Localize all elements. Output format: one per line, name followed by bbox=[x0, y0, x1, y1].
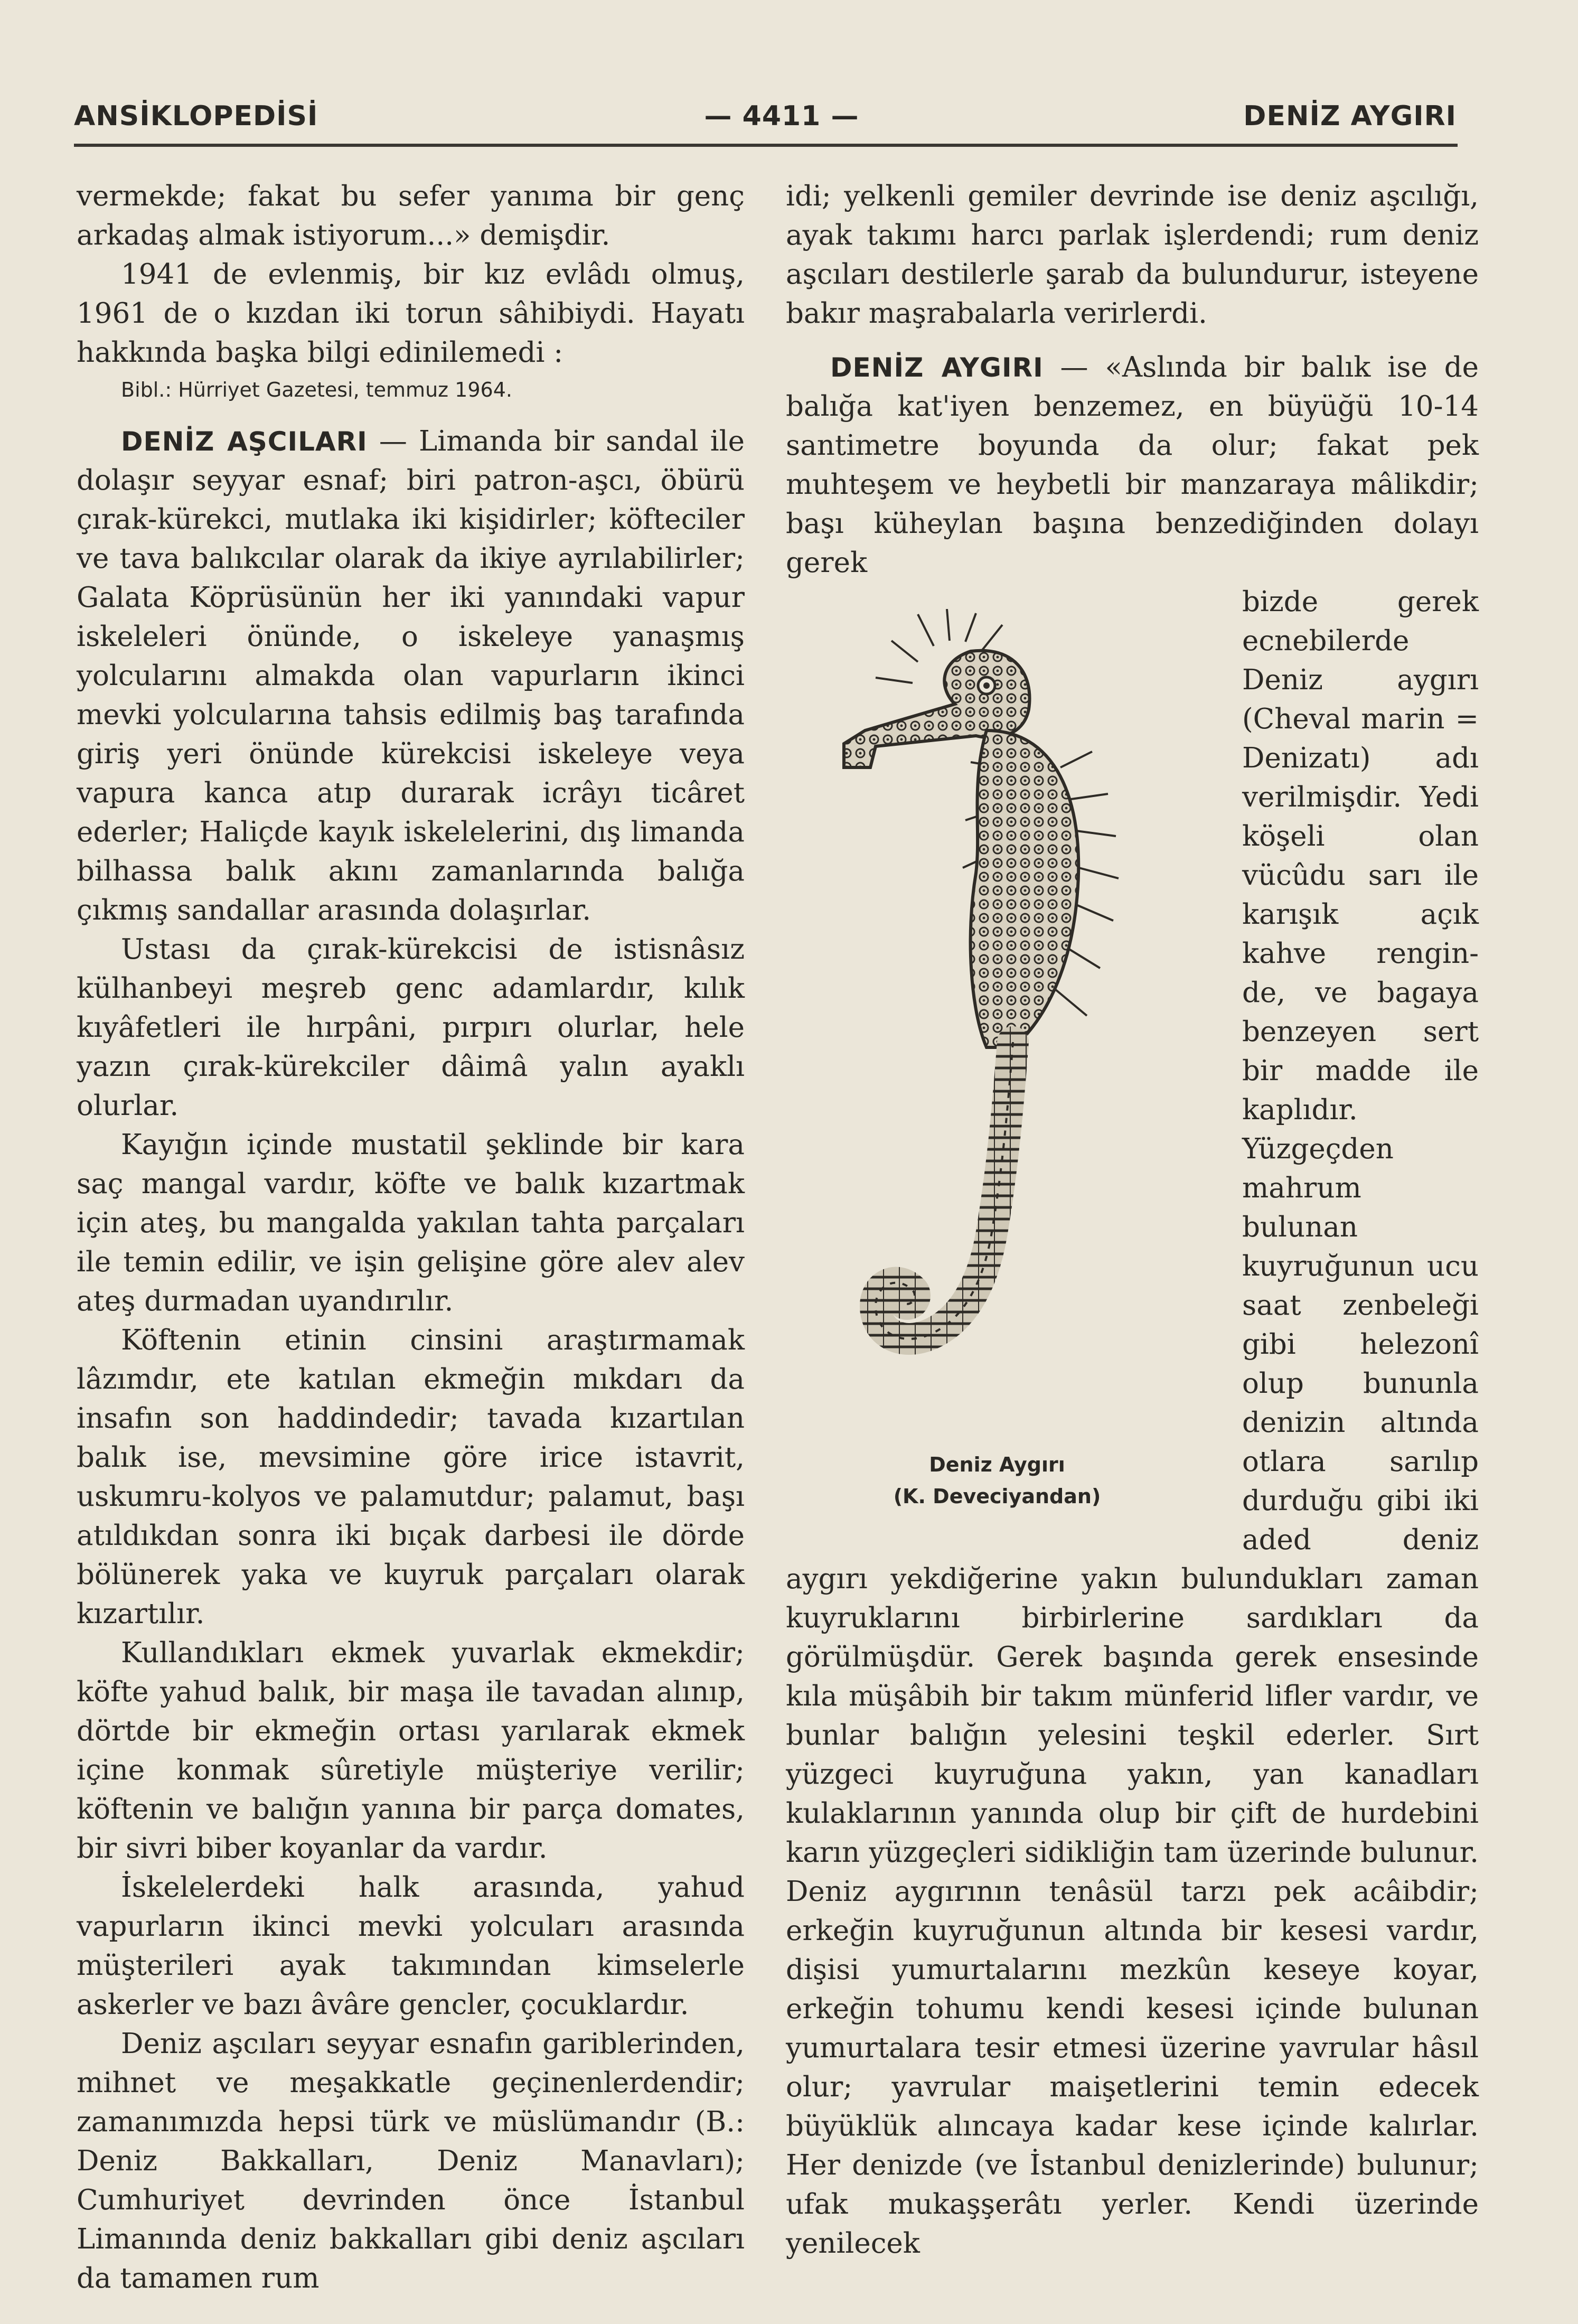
caption-credit: (K. Deveciyandan) bbox=[893, 1485, 1101, 1508]
right-column bbox=[786, 177, 1479, 2263]
seahorse-figure bbox=[786, 583, 1235, 1528]
page-number: — 4411 — bbox=[704, 100, 859, 132]
right-paragraph-2-cont: bizde gerek ecnebilerde Deniz aygırı (Cheval marin = Denizatı) adı verilmişdir. Yedi köşeli olan vücûdu sarı ile karışık açık kahve rengin- de, ve bagaya benzeyen sert bir madde ile kaplıdır. Yüzgeçden mahrum bulunan kuyruğunun ucu saat zenbeleği gibi helezonî olup bununla denizin altında otlara sarılıp durduğu gibi iki aded deniz aygırı yekdiğerine yakın bulundukları zaman kuyruklarını birbirlerine sardıkları da görülmüşdür. Gerek başında gerek ensesinde kıla müşâbih bir takım münferid lifler vardır, ve bunlar balığın yelesini teşkil ederler. Sırt yüzgeci kuyruğuna yakın, yan kanadları kulaklarının yanında olup bir çift de hurdebini karın yüzgeçleri sidikliğin tam üzerinde bulunur. Deniz aygırının tenâsül tarzı pek acâibdir; erkeğin kuyruğunun altında bir kesesi vardır, dişisi yumurtalarını mezkûn keseye koyar, erkeğin tohumu kendi kesesi içinde bulunan yumurtalara tesir etmesi üzerine yavrular hâsıl olur; yavrular maişetlerini temin edecek büyüklük alıncaya kadar kese içinde kalırlar. Her denizde (ve İstanbul denizlerinde) bulunur; ufak mukaşşerâtı yerler. Kendi üzerinde yenilecek bbox=[786, 586, 1479, 2260]
header-rule bbox=[74, 144, 1458, 147]
figure-caption bbox=[828, 1449, 1166, 1512]
entry-term: DENİZ AYGIRI bbox=[830, 352, 1044, 383]
entry-deniz-ascilari bbox=[77, 422, 745, 930]
header-right: DENİZ AYGIRI bbox=[1243, 100, 1457, 132]
entry-text: — Limanda bir sandal ile dolaşır seyyar esnaf; biri patron-aşcı, öbürü çırak-kürekci, mutlaka iki kişidirler; köfteciler ve tava balıkcılar olarak da ikiye ayrılabilirler; Galata Köprüsünün her iki yanındaki vapur iskeleleri önünde, o iskeleye yanaşmış yolcularını almakda olan vapurların ikinci mevki yolcularına tahsis edilmiş baş tarafında giriş yeri önünde kürekcisi iskeleye veya vapura kanca atıp durarak icrâyı ticâret ederler; Haliçde kayık iskelelerini, dış limanda bilhassa balık akını zamanlarında balığa çıkmış sandallar arasında dolaşırlar. bbox=[77, 425, 745, 926]
spacer bbox=[77, 407, 745, 422]
left-paragraph-7: Kullandıkları ekmek yuvarlak ekmekdir; köfte yahud balık, bir maşa ile tavadan alınıp, dörtde bir ekmeğin ortası yarılarak ekmek içine konmak sûretiyle müşteriye verilir; köftenin ve balığın yanına bir parça domates, bir sivri biber koyanlar da vardır. bbox=[77, 1637, 745, 1864]
caption-title: Deniz Aygırı bbox=[929, 1453, 1065, 1476]
entry-text-intro: — «Aslında bir balık ise de balığa kat'iyen benzemez, en büyüğü 10-14 santimetre boyunda da olur; fakat pek muhteşem ve heybetli bir manzaraya mâlikdir; başı küheylan başına benzediğinden dolayı gerek bbox=[786, 351, 1479, 579]
entry-deniz-aygiri bbox=[786, 348, 1479, 583]
bibliography: Bibl.: Hürriyet Gazetesi, temmuz 1964. bbox=[121, 378, 512, 401]
left-paragraph-1: vermekde; fakat bu sefer yanıma bir genç arkadaş almak istiyorum...» demişdir. bbox=[77, 180, 745, 251]
seahorse-illustration bbox=[812, 609, 1171, 1444]
left-paragraph-4: Ustası da çırak-kürekcisi de istisnâsız külhanbeyi meşreb genc adamlardır, kılık kıyâfetleri ile hırpâni, pırpırı olurlar, hele yazın çırak-kürekciler dâimâ yalın ayaklı olurlar. bbox=[77, 933, 745, 1122]
left-paragraph-8: İskelelerdeki halk arasında, yahud vapurların ikinci mevki yolcuları arasında müşterileri ayak takımından kimselerle askerler ve bazı âvâre gencler, çocuklardır. bbox=[77, 1871, 745, 2021]
entry-term: DENİZ AŞCILARI bbox=[121, 426, 368, 457]
seahorse-pupil bbox=[983, 682, 990, 689]
left-paragraph-6: Köftenin etinin cinsini araştırmamak lâzımdır, ete katılan ekmeğin mıkdarı da insafın son haddindedir; tavada kızartılan balık ise, mevsimine göre irice istavrit, uskumru-kolyos ve palamutdur; palamut, başı atıldıkdan sonra iki bıçak darbesi ile dörde bölünerek yaka ve kuyruk parçaları olarak kızartılır. bbox=[77, 1324, 745, 1630]
left-paragraph-5: Kayığın içinde mustatil şeklinde bir kara saç mangal vardır, köfte ve balık kızartmak için ateş, bu mangalda yakılan tahta parçaları ile temin edilir, ve işin gelişine göre alev alev ateş durmadan uyandırılır. bbox=[77, 1129, 745, 1317]
left-paragraph-9: Deniz aşcıları seyyar esnafın gariblerinden, mihnet ve meşakkatle geçinenlerdendir; zamanımızda hepsi türk ve müslümandır (B.: Deniz Bakkalları, Deniz Manavları); Cumhuriyet devrinden önce İstanbul Limanında deniz bakkalları gibi deniz aşcıları da tamamen rum bbox=[77, 2028, 745, 2294]
right-paragraph-1: idi; yelkenli gemiler devrinde ise deniz aşcılığı, ayak takımı harcı parlak işlerdendi; rum deniz aşcıları destilerle şarab da bulundurur, isteyene bakır maşrabalarla verirlerdi. bbox=[786, 180, 1479, 330]
seahorse-tail bbox=[876, 1042, 1013, 1339]
header-left: ANSİKLOPEDİSİ bbox=[74, 100, 318, 132]
left-paragraph-2: 1941 de evlenmiş, bir kız evlâdı olmuş, 1961 de o kızdan iki torun sâhibiydi. Hayatı hakkında başka bilgi edinilemedi : bbox=[77, 258, 745, 369]
spacer bbox=[786, 333, 1479, 348]
seahorse-body bbox=[971, 730, 1079, 1047]
left-column bbox=[77, 177, 745, 2298]
